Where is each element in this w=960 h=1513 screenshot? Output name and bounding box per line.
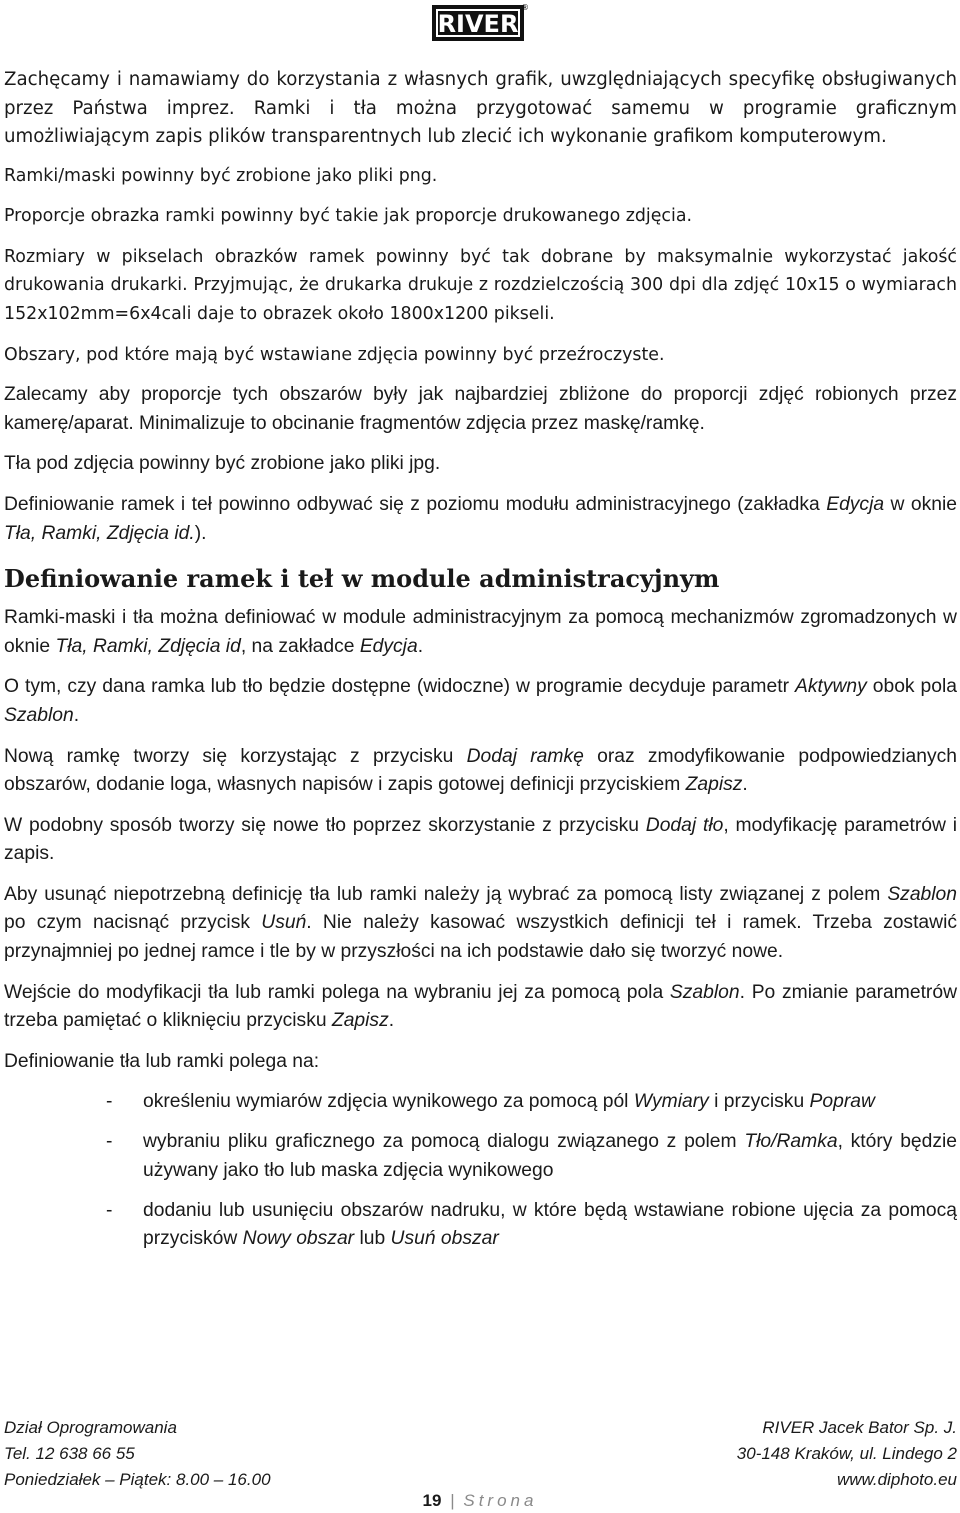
section-paragraph-4: W podobny sposób tworzy się nowe tło poprzez skorzystanie z przycisku Dodaj tło, modyfikację parametrów i zapis. [4,814,957,865]
definition-steps-list [4,1088,957,1254]
page-footer [4,1415,957,1493]
river-logo [432,2,528,42]
page-number-label: Strona [463,1491,538,1510]
section-paragraph-3: Nową ramkę tworzy się korzystając z przycisku Dodaj ramkę oraz zmodyfikowanie podpowiedzianych obszarów, dodanie loga, własnych napisów i zapis gotowej definicji przyciskiem Zapisz. [4,745,957,795]
intro-paragraph-1: Zachęcamy i namawiamy do korzystania z własnych grafik, uwzględniających specyfikę obsługiwanych przez Państwa imprez. Ramki i tła można przygotować samemu w programie graficznym umożliwiającym zapis plików transparentnych lub zlecić ich wykonanie grafikom komputerowym. [4,69,957,147]
intro-paragraph-4: Rozmiary w pikselach obrazków ramek powinny być tak dobrane by maksymalnie wykorzystać jakość drukowania drukarki. Przyjmując, że drukarka drukuje z rozdzielczością 300 dpi dla zdjęć 10x15 o wymiarach 152x102mm=6x4cali daje to obrazek około 1800x1200 pikseli. [4,246,957,324]
footer-company: RIVER Jacek Bator Sp. J. [762,1418,957,1437]
list-dash: - [106,1131,113,1153]
page-number-separator: | [450,1491,455,1510]
list-item: - dodaniu lub usunięciu obszarów nadruku, w które będą wstawiane robione ujęcia za pomocą przycisków Nowy obszar lub Usuń obszar [4,1197,957,1254]
section-paragraph-6: Wejście do modyfikacji tła lub ramki polega na wybraniu jej za pomocą pola Szablon. Po zmianie parametrów trzeba pamiętać o kliknięciu przycisku Zapisz. [4,981,957,1032]
intro-paragraph-8: Definiowanie ramek i teł powinno odbywać się z poziomu modułu administracyjnego (zakładka Edycja w oknie Tła, Ramki, Zdjęcia id.). [4,494,957,544]
list-dash: - [106,1199,113,1221]
section-paragraph-5: Aby usunąć niepotrzebną definicję tła lub ramki należy ją wybrać za pomocą listy związanej z polem Szablon po czym nacisnąć przycisk Usuń. Nie należy kasować wszystkich definicji teł i ramek. Trzeba zostawić przynajmniej po jednej ramce i tle by w przyszłości na ich podstawie dało się tworzyć nowe. [4,883,957,962]
section-paragraph-7: Definiowanie tła lub ramki polega na: [4,1050,320,1072]
list-dash: - [106,1091,113,1113]
intro-paragraph-2: Ramki/maski powinny być zrobione jako pliki png. [4,165,438,186]
section-paragraph-1: Ramki-maski i tła można definiować w module administracyjnym za pomocą mechanizmów zgromadzonych w oknie Tła, Ramki, Zdjęcia id, na zakładce Edycja. [4,607,957,657]
intro-paragraph-6: Zalecamy aby proporcje tych obszarów były jak najbardziej zbliżone do proporcji zdjęć robionych przez kamerę/aparat. Minimalizuje to obcinanie fragmentów zdjęcia przez maskę/ramkę. [4,384,957,434]
intro-paragraph-3: Proporcje obrazka ramki powinny być takie jak proporcje drukowanego zdjęcia. [4,206,693,227]
page-number [0,1489,960,1513]
italic-term: Tła, Ramki, Zdjęcia id. [4,522,195,544]
list-item: - wybraniu pliku graficznego za pomocą dialogu związanego z polem Tło/Ramka, który będzie używany jako tło lub maska zdjęcia wynikowego [4,1128,957,1185]
intro-paragraph-5: Obszary, pod które mają być wstawiane zdjęcia powinny być przeźroczyste. [4,344,665,365]
logo-registered-mark: ® [521,3,529,12]
page-number-value: 19 [422,1491,442,1510]
list-item: - określeniu wymiarów zdjęcia wynikowego za pomocą pól Wymiary i przycisku Popraw [4,1088,957,1117]
footer-address: 30-148 Kraków, ul. Lindego 2 [736,1444,957,1463]
section-heading: Definiowanie ramek i teł w module administracyjnym [4,564,720,594]
intro-paragraph-7: Tła pod zdjęcia powinny być zrobione jako pliki jpg. [4,453,441,475]
logo-text: RIVER [437,10,519,38]
italic-term: Edycja [826,494,885,516]
footer-website-link[interactable]: www.diphoto.eu [836,1470,957,1489]
footer-hours: Poniedziałek – Piątek: 8.00 – 16.00 [4,1470,271,1489]
footer-phone: Tel. 12 638 66 55 [4,1444,135,1463]
footer-department: Dział Oprogramowania [4,1418,177,1437]
document-body [4,66,957,1265]
section-paragraph-2: O tym, czy dana ramka lub tło będzie dostępne (widoczne) w programie decyduje parametr Aktywny obok pola Szablon. [4,676,957,726]
